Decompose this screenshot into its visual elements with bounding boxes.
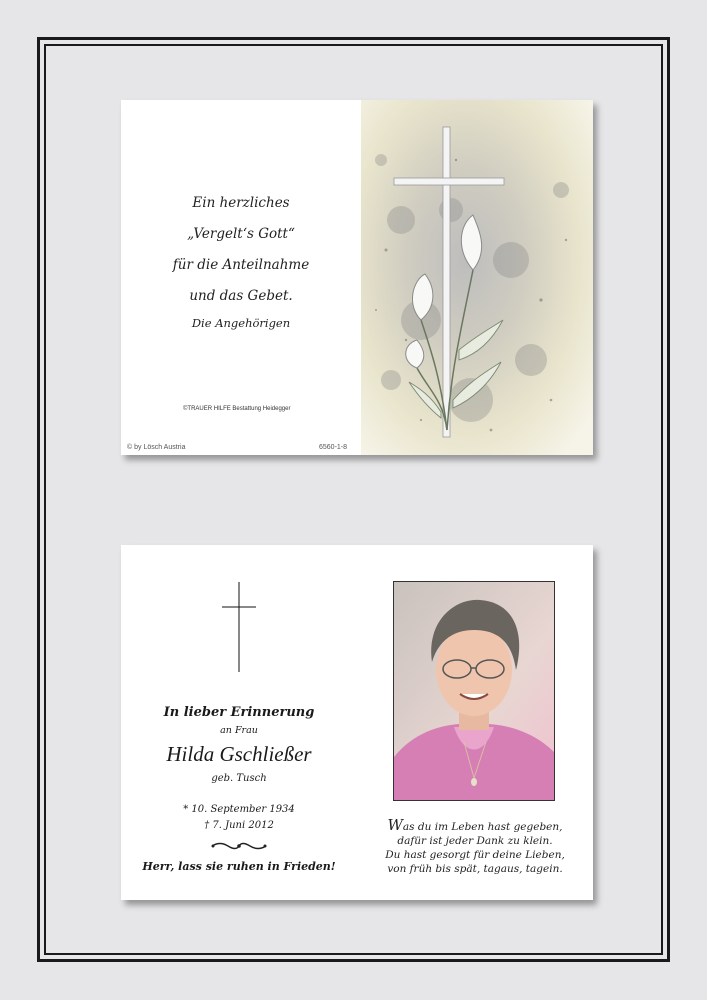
memorial-heading: In lieber Erinnerung	[163, 705, 315, 720]
name-prefix: an Frau	[220, 725, 258, 736]
poem-line: Du hast gesorgt für deine Lieben,	[385, 849, 565, 861]
memorial-poem	[375, 818, 575, 876]
maiden-name: geb. Tusch	[211, 773, 267, 784]
thanks-text	[121, 188, 361, 312]
cross-icon	[222, 582, 256, 672]
article-code: 6560-1-8	[319, 444, 348, 451]
birth-date: * 10. September 1934	[183, 804, 295, 815]
closing-prayer: Herr, lass sie ruhen in Frieden!	[142, 860, 336, 873]
poem-line-rest: as du im Leben hast gegeben,	[402, 821, 563, 833]
poem-line: von früh bis spät, tagaus, tagein.	[387, 863, 563, 875]
portrait-illustration	[394, 582, 554, 800]
poem-line	[375, 818, 575, 834]
copyright-note: © by Lösch Austria	[127, 444, 186, 451]
deceased-name: Hilda Gschließer	[166, 742, 312, 766]
poem-line: dafür ist jeder Dank zu klein.	[397, 835, 553, 847]
death-date: † 7. Juni 2012	[204, 820, 274, 831]
thanks-line: Ein herzliches	[192, 195, 290, 211]
thank-you-card	[121, 100, 593, 455]
poem-initial: W	[387, 816, 403, 834]
relatives-signature: Die Angehörigen	[191, 316, 291, 330]
portrait-photo	[393, 581, 555, 801]
cross-lily-artwork	[361, 100, 593, 455]
memorial-card	[121, 545, 593, 900]
funeral-home-credit: ©TRAUER HILFE Bestattung Heidegger	[183, 406, 291, 412]
ornament-divider-icon	[210, 841, 268, 851]
thanks-line: „Vergelt‘s Gott“	[187, 226, 295, 242]
thanks-line: und das Gebet.	[189, 288, 293, 304]
thanks-line: für die Anteilnahme	[172, 257, 310, 273]
